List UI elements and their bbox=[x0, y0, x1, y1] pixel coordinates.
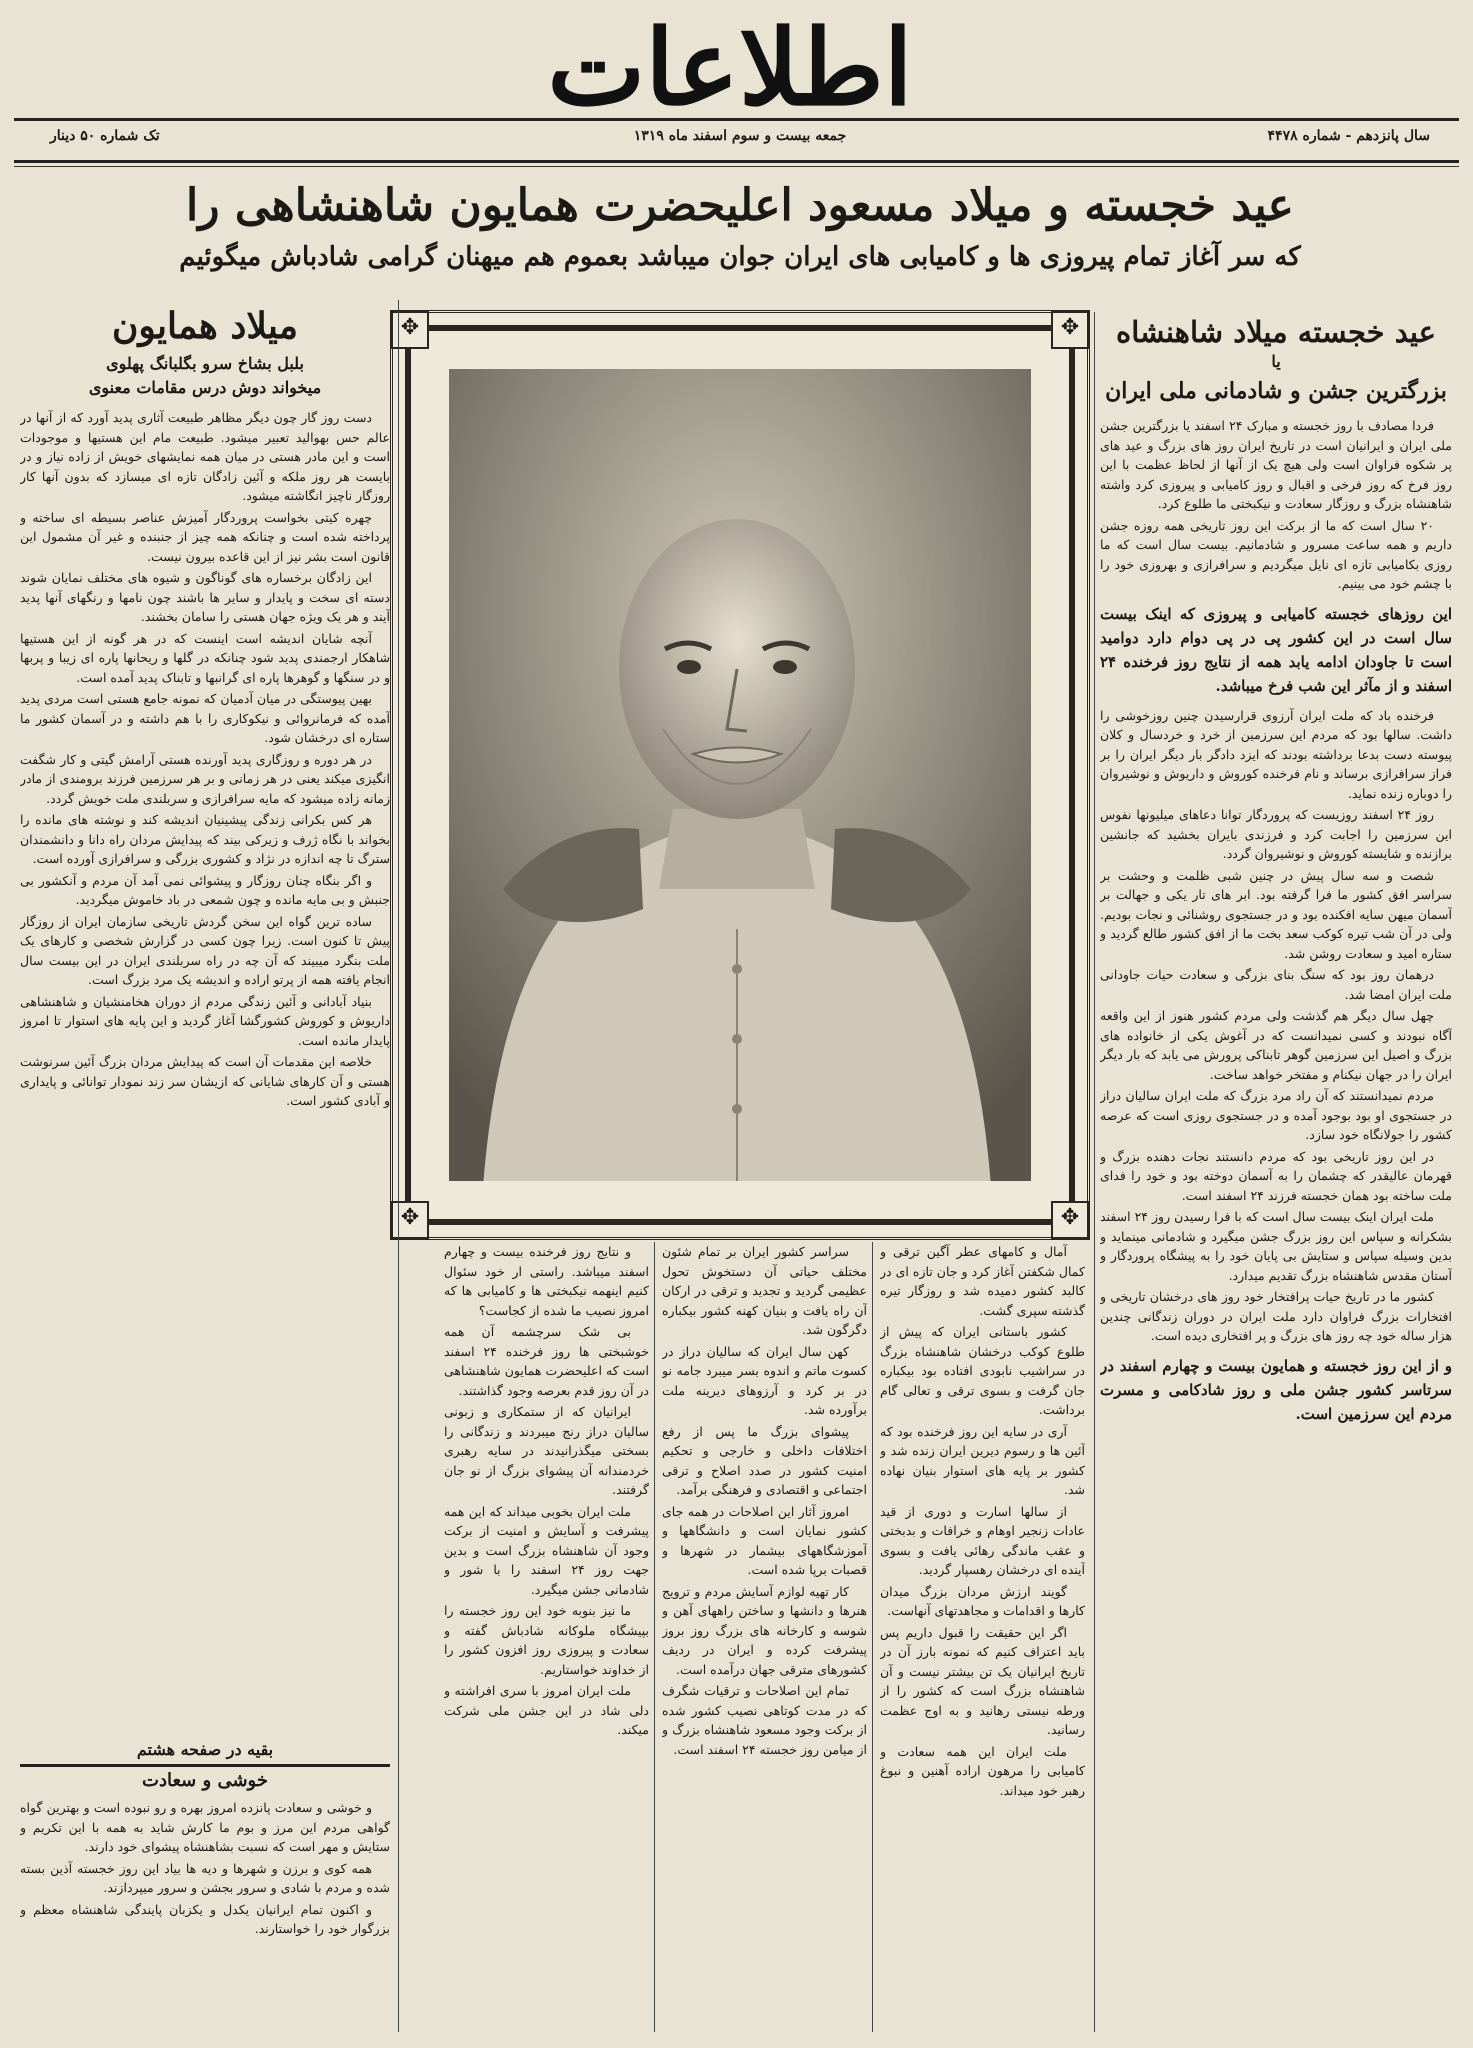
masthead-rule bbox=[14, 160, 1459, 163]
issue-number: سال پانزدهم - شماره ۴۴۷۸ bbox=[1267, 128, 1430, 144]
top-rule bbox=[14, 118, 1459, 121]
highlight-paragraph: این روزهای خجسته کامیابی و پیروزی که اینک بیست سال است در این کشور پی در پی دوام دارد دوامید است تا جاودان ادامه یابد همه از نتایج روز فرخنده ۲۴ اسفند و از مآثر این شب فرخ میباشد. bbox=[1100, 604, 1452, 695]
paragraph: ایرانیان که از ستمکاری و زبونی سالیان دراز رنج میبردند و زندگانی را بسختی میگذرانیدند در سایه رهبری خردمندانه آن پیشوای بزرگ از نو جان گرفتند. bbox=[444, 1404, 649, 1497]
right-article-subtitle: بزرگترین جشن و شادمانی ملی ایران bbox=[1105, 378, 1447, 404]
paragraph: و اگر بنگاه چنان روزگار و پیشوائی نمی آمد آن مردم و آنکشور بی جنبش و بی مایه مانده و چون شمعی در باد خاموش میگردید. bbox=[20, 872, 390, 907]
paragraph: ملت ایران امروز با سری افراشته و دلی شاد در این جشن ملی شرکت میکند. bbox=[444, 1683, 649, 1737]
paragraph: این زادگان برخساره های گوناگون و شیوه های مختلف نمایان شوند دسته ای سخت و پایدار و سایر ها باشند چون نامها و رنگهای آنها پدید آیند و هر یک ویژه جهان هستی را سامان بخشند. bbox=[20, 570, 390, 624]
paragraph: خلاصه این مقدمات آن است که پیدایش مردان بزرگ آئین سرنوشت هستی و آن کارهای شایانی که ازیشان سر زند نمودار توانائی و پایداری و آبادی کشور است. bbox=[20, 1054, 390, 1108]
paragraph: در هر دوره و روزگاری پدید آورنده هستی آرامش گیتی و کار شگفت انگیزی میکند یعنی در هر زمانی و بر هر سرزمین فرزند برومندی از مادر زمانه زاده میشود که مایه سرافرازی و سربلندی ملت خویش گردد. bbox=[20, 751, 390, 806]
paragraph: سراسر کشور ایران بر تمام شئون مختلف حیاتی آن دستخوش تحول عظیمی گردید و تجدید و ترقی در ارکان آن راه یافت و بنیان کهنه کشور بیکباره دگرگون شد. bbox=[662, 1244, 867, 1337]
paragraph: بی شک سرچشمه آن همه خوشبختی ها روز فرخنده ۲۴ اسفند است که اعلیحضرت همایون شاهنشاهی در آن روز قدم بعرصه وجود گذاشتند. bbox=[444, 1324, 649, 1398]
box-rule bbox=[20, 1764, 390, 1767]
paragraph: تمام این اصلاحات و ترقیات شگرف که در مدت کوتاهی نصیب کشور شده از برکت وجود مسعود شاهنشاه بزرگ و از میامن روز خجسته ۲۴ اسفند است. bbox=[662, 1683, 867, 1757]
left-article bbox=[20, 300, 390, 1770]
paragraph: همه کوی و برزن و شهرها و دیه ها بیاد این روز خجسته آذین بسته شده و مردم با شادی و سرور بجشن و سرور میپردازند. bbox=[20, 1860, 390, 1895]
bottom-left-article bbox=[20, 1768, 390, 2028]
paragraph: و خوشی و سعادت پانزده امروز بهره و رو نبوده است و بهترین گواه گواهی مردم این مرز و بوم ما کارش شاید به همه با این تکریم و ستایش و مهر است که نسبت بشاهنشاه پیشوای خود دارند. bbox=[20, 1800, 390, 1854]
bottom-left-title: خوشی و سعادت bbox=[142, 1770, 268, 1791]
paragraph: شصت و سه سال پیش در چنین شبی ظلمت و وحشت بر سراسر افق کشور ما فرا گرفته بود. ابر های تار یکی و جهالت بر آسمان میهن سایه افکنده بود و در جستجوی روشنائی و نجات بودیم. ولی در آن شب تیره کوکب سعد بخت ما از افق کشور طالع گردید و ستاره امید و سعادت روشن شد. bbox=[1100, 867, 1452, 961]
continued-note: بقیه در صفحه هشتم bbox=[136, 1740, 274, 1759]
right-article-title: عید خجسته میلاد شاهنشاه bbox=[1116, 315, 1436, 349]
column-divider bbox=[654, 1242, 655, 2032]
issue-date: جمعه بیست و سوم اسفند ماه ۱۳۱۹ bbox=[633, 128, 847, 144]
right-article bbox=[1100, 312, 1452, 2032]
paragraph: آری در سایه این روز فرخنده بود که آئین ها و رسوم دیرین ایران زنده شد و کشور بر پایه های استوار بنیان نهاده شد. bbox=[880, 1423, 1085, 1497]
paragraph: چهره کیتی بخواست پروردگار آمیزش عناصر بسیطه ای ساخته و پرداخته شده است و چنانکه همه چیز از جنبنده و غیر آن مشمول این قانون است بشر نیز از این قاعده بیرون نیست. bbox=[20, 509, 390, 564]
corner-ornament-icon: ✥ bbox=[391, 1201, 429, 1239]
masthead-title: اطلاعات bbox=[547, 6, 913, 129]
left-article-verse-2: میخواند دوش درس مقامات معنوی bbox=[88, 378, 322, 397]
paragraph: درهمان روز بود که سنگ بنای بزرگی و سعادت حیات جاودانی ملت ایران امضا شد. bbox=[1100, 967, 1452, 1002]
paragraph: فرخنده باد که ملت ایران آرزوی قرارسیدن چنین روزخوشی را داشت. سالها بود که مردم این سرزمین از خرد و خردسال و کلان پیوسته دست بدعا برداشته بودند که ایزد دادگر بار دیگر ایران را بر فراز سرافرازی برساند و نام فرخنده کوروش و داریوش و نوشیروان را دوباره زنده نماید. bbox=[1100, 707, 1452, 801]
paragraph: از سالها اسارت و دوری از قید عادات زنجیر اوهام و خرافات و بدبختی و عقب ماندگی رهائی یافت و بسوی آینده ای درخشان رهسپار گردید. bbox=[880, 1503, 1085, 1577]
paragraph: و نتایج روز فرخنده بیست و چهارم اسفند میباشد. راستی ار خود سئوال کنیم اینهمه نیکبختی ها و کامیابی ها که امروز نصیب ما شده از کجاست؟ bbox=[444, 1244, 649, 1318]
corner-ornament-icon: ✥ bbox=[391, 311, 429, 349]
paragraph: چهل سال دیگر هم گذشت ولی مردم کشور هنوز از این واقعه آگاه نبودند و کسی نمیدانست که در آغوش یکی از خانواده های بزرگ و اصیل این سرزمین گوهر تابناکی پرورش می یابد که بار دیگر ایران را در جهان نیکنام و مفتخر خواهد ساخت. bbox=[1100, 1008, 1452, 1082]
corner-ornament-icon: ✥ bbox=[1051, 311, 1089, 349]
paragraph: روز ۲۴ اسفند روزیست که پروردگار توانا دعاهای میلیونها نفوس این سرزمین را اجابت کرد و فرزندی بایران بخشید که جانشین برازنده و شایسته کوروش و نوشیروان گردد. bbox=[1100, 807, 1452, 861]
paragraph: کار تهیه لوازم آسایش مردم و ترویج هنرها و دانشها و ساختن راههای آهن و شوسه و کارخانه های بزرگ روز بروز پیشرفت کرده و ایران در ردیف کشورهای مترقی جهان درآمده است. bbox=[662, 1583, 867, 1677]
paragraph: بنیاد آبادانی و آئین زندگی مردم از دوران هخامنشیان و شاهنشاهی داریوش و کوروش کشورگشا آغاز گردید و این پایه های استوار تا امروز پایدار مانده است. bbox=[20, 993, 390, 1048]
paragraph: هر کس بکرانی زندگی پیشینیان اندیشه کند و نوشته های مانده را بخواند با نگاه ژرف و زیرکی بیند که پیدایش مردان راه دانا و دانشمندان سترگ تا چه اندازه در نژاد و کشوری بزرگی و سرافرازی آورده است. bbox=[20, 812, 390, 866]
paragraph: ۲۰ سال است که ما از برکت این روز تاریخی همه روزه جشن داریم و همه ساعت مسرور و شادمانیم. بیست سال است که ما روزی بکامیابی تازه ای نایل میگردیم و سرافرازی و بهروزی خود را با چشم خود می بینیم. bbox=[1100, 517, 1452, 591]
paragraph: کشور ما در تاریخ حیات پرافتخار خود روز های درخشان تاریخی و افتخارات بزرگ فراوان دارد ملت ایران در دوران زندگانی چندین هزار ساله خود چه روز های بزرگ و پر افتخاری دیده است. bbox=[1100, 1289, 1452, 1343]
paragraph: آنچه شایان اندیشه است اینست که در هر گونه از این هستیها شاهکار ارجمندی پدید شود چنانکه در گلها و ریحانها پاره ای زیبا و پربها و در سنگها و گوهرها پاره ای گرانبها و تابناک پدید آمده است. bbox=[20, 630, 390, 685]
issue-info-line bbox=[50, 128, 1430, 150]
paragraph: کهن سال ایران که سالیان دراز در کسوت ماتم و اندوه بسر میبرد جامه نو در بر کرد و آرزوهای دیرینه ملت برآورده شد. bbox=[662, 1343, 867, 1417]
portrait-photo bbox=[449, 369, 1031, 1181]
corner-ornament-icon: ✥ bbox=[1051, 1201, 1089, 1239]
paragraph: کشور باستانی ایران که پیش از طلوع کوکب درخشان شاهنشاه بزرگ در سراشیب نابودی افتاده بود بیکباره جان گرفت و بسوی ترقی و تعالی گام برداشت. bbox=[880, 1324, 1085, 1417]
paragraph: فردا مصادف با روز خجسته و مبارک ۲۴ اسفند یا بزرگترین جشن ملی ایران و ایرانیان است در تاریخ ایران روز های بزرگ و عید های پر شکوه فراوان است ولی هیچ یک از آنها از لحاظ عظمت با این روز فرخ که روز فرخی و اقبال و روز کامیابی و پیروزی کرد واشته شاهنشاه بزرگ و روزگار سعادت و نیکبختی ما طلوع کرد. bbox=[1100, 418, 1452, 511]
closing-paragraph: و از این روز خجسته و همایون بیست و چهارم اسفند در سرتاسر کشور جشن ملی و روز شادکامی و مسرت مردم این سرزمین است. bbox=[1100, 1356, 1452, 1423]
middle-column-1 bbox=[880, 1242, 1085, 2032]
column-divider bbox=[872, 1242, 873, 2032]
portrait-image bbox=[449, 369, 1031, 1181]
sub-headline: که سر آغاز تمام پیروزی ها و کامیابی های ایران جوان میباشد بعموم هم میهنان گرامی شادباش میگوئیم bbox=[179, 242, 1301, 272]
paragraph: پیشوای بزرگ ما پس از رفع اختلافات داخلی و خارجی و تحکیم امنیت کشور در صدد اصلاح و ترقی اجتماعی و اقتصادی و فرهنگی برآمد. bbox=[662, 1423, 867, 1497]
paragraph: ما نیز بنوبه خود این روز خجسته را بپیشگاه ملوکانه شادباش گفته و سعادت و پیروزی روز افزون کشور را از خداوند خواستاریم. bbox=[444, 1603, 649, 1677]
column-divider bbox=[398, 300, 399, 2032]
paragraph: آمال و کامهای عطر آگین ترقی و کمال شکفتن آغاز کرد و جان تازه ای در کالبد کشور دمیده شد و روزگار تیره گذشته سپری گشت. bbox=[880, 1244, 1085, 1318]
paragraph: و اکنون تمام ایرانیان یکدل و یکزبان پایندگی شاهنشاه معظم و بزرگوار خود را خواستارند. bbox=[20, 1901, 390, 1936]
paragraph: امروز آثار این اصلاحات در همه جای کشور نمایان است و دانشگاهها و آموزشگاههای بیشمار در شهرها و قصبات برپا شده است. bbox=[662, 1503, 867, 1577]
column-divider bbox=[1094, 312, 1095, 2032]
paragraph: اگر این حقیقت را قبول داریم پس باید اعتراف کنیم که نمونه بارز آن در تاریخ ایرانیان یک تن بیشتر نیست و آن شاهنشاه بزرگ است که کشور را از ورطه نیستی رهانید و به اوج عظمت رسانید. bbox=[880, 1624, 1085, 1737]
paragraph: دست روز گار چون دیگر مظاهر طبیعت آثاری پدید آورد که از آنها در عالم حس بهوالید تعبیر میشود. طبیعت مام این هستیها و موجودات است و این مادر هستی در میان همه نمایشهای خویش از زاده نیاز و در بایست هر روز ملکه و آئین زادگان تازه ای میسازد که بدون آنها کار روزگار ناچیز انگاشته میشود. bbox=[20, 410, 390, 503]
paragraph: بهین پیوستگی در میان آدمیان که نمونه جامع هستی است مردی پدید آمده که فرمانروائی و نیکوکاری را با هم داشته و در آسمان کشور ما ستاره ای درخشان شود. bbox=[20, 691, 390, 745]
paragraph: ملت ایران بخوبی میداند که این همه پیشرفت و آسایش و امنیت از برکت وجود آن شاهنشاه بزرگ است و بدین جهت روز ۲۴ اسفند را با شور و شادمانی جشن میگیرد. bbox=[444, 1503, 649, 1597]
right-article-connector: یا bbox=[1271, 352, 1281, 371]
paragraph: در این روز تاریخی بود که مردم دانستند نجات دهنده بزرگ و قهرمان عالیقدر که چشمان را به آسمان دوخته بود و خود را فدای ملت ساخته بود همان خجسته فرزند ۲۴ اسفند است. bbox=[1100, 1148, 1452, 1203]
left-article-title: میلاد همایون bbox=[111, 305, 298, 347]
paragraph: ملت ایران این همه سعادت و کامیابی را مرهون اراده آهنین و نبوغ رهبر خود میداند. bbox=[880, 1743, 1085, 1798]
paragraph: مردم نمیدانستند که آن راد مرد بزرگ که ملت ایران سالیان دراز در جستجوی او بود بوجود آمده و در جستجوی روزی است که عرصه کشور را جولانگاه خود سازد. bbox=[1100, 1088, 1452, 1142]
main-headline: عید خجسته و میلاد مسعود اعلیحضرت همایون شاهنشاهی را bbox=[186, 180, 1294, 231]
issue-price: تک شماره ۵۰ دینار bbox=[50, 128, 160, 144]
paragraph: گویند ارزش مردان بزرگ میدان کارها و اقدامات و مجاهدتهای آنهاست. bbox=[880, 1583, 1085, 1618]
left-article-verse-1: بلبل بشاخ سرو بگلبانگ پهلوی bbox=[106, 354, 304, 373]
middle-column-2 bbox=[662, 1242, 867, 2032]
middle-column-3 bbox=[444, 1242, 649, 2032]
paragraph: ساده ترین گواه این سخن گردش تاریخی سازمان ایران از روزگار پیش تا کنون است. زیرا چون کسی در گزارش شخصی و کارهای یک ملت بنگرد میبیند که آن چه در راه سربلندی ایران در این بیست سال انجام یافته همه از پرتو اراده و اندیشه یک مرد بزرگ است. bbox=[20, 913, 390, 987]
paragraph: ملت ایران اینک بیست سال است که با فرا رسیدن روز ۲۴ اسفند بشکرانه و سپاس این روز بزرگ جشن میگیرد و شادمانی مینماید و بدین وسیله سپاس و ستایش بی پایان خود را به پیشگاه پروردگار و آستان مقدس شاهنشاه بزرگ تقدیم میدارد. bbox=[1100, 1209, 1452, 1283]
portrait-frame bbox=[390, 310, 1090, 1240]
masthead-rule-thin bbox=[14, 166, 1459, 167]
